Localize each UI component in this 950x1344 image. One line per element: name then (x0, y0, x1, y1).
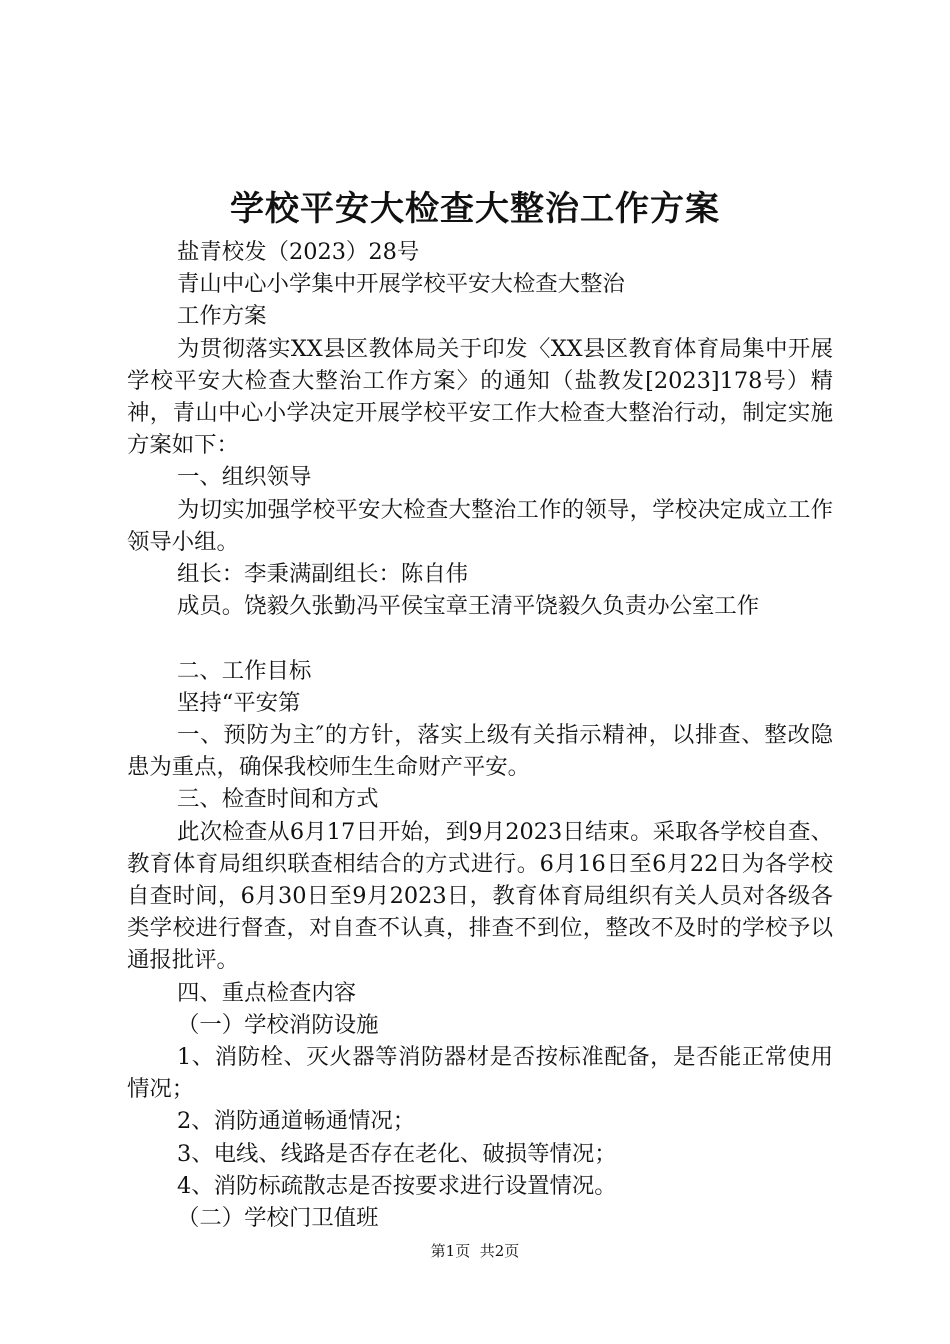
section-heading-content: 四、重点检查内容 (177, 979, 357, 1006)
leaders-line: 组长：李秉满副组长：陈自伟 (177, 561, 469, 588)
plan-heading-line-1: 青山中心小学集中开展学校平安大检查大整治 (177, 271, 625, 298)
schedule-paragraph: 此次检查从6月17日开始，到9月2023日结束。采取各学校自查、教育体育局组织联查相结合的方式进行。6月16日至6月22日为各学校自查时间，6月30日至9月2023日，教育体育局组织有关人员对各级各类学校进行督查，对自查不认真，排查不到位，整改不及时的学校予以通报批评。 (127, 818, 833, 974)
section-heading-organization: 一、组织领导 (177, 464, 312, 491)
subsection-fire-facilities: （一）学校消防设施 (177, 1011, 379, 1038)
page-number: 第1页 (430, 1242, 471, 1260)
section-heading-goals: 二、工作目标 (177, 657, 312, 684)
organization-paragraph: 为切实加强学校平安大检查大整治工作的领导，学校决定成立工作领导小组。 (127, 496, 833, 555)
fire-item-4: 4、消防标疏散志是否按要求进行设置情况。 (177, 1172, 617, 1199)
plan-heading-line-2: 工作方案 (177, 303, 267, 330)
page-total: 共2页 (479, 1242, 520, 1260)
intro-paragraph: 为贯彻落实XX县区教体局关于印发〈XX县区教育体育局集中开展学校平安大检查大整治工作方案〉的通知（盐教发[2023]178号）精神，青山中心小学决定开展学校平安工作大检查大整治行动，制定实施方案如下： (127, 335, 833, 459)
section-heading-schedule: 三、检查时间和方式 (177, 786, 379, 813)
document-title: 学校平安大检查大整治工作方案 (230, 189, 720, 229)
fire-item-2: 2、消防通道畅通情况； (177, 1108, 416, 1135)
members-line: 成员。饶毅久张勤冯平侯宝章王清平饶毅久负责办公室工作 (177, 593, 760, 620)
goals-paragraph: 一、预防为主″的方针，落实上级有关指示精神，以排查、整改隐患为重点，确保我校师生生命财产平安。 (127, 722, 833, 781)
subsection-gate-duty: （二）学校门卫值班 (177, 1205, 379, 1232)
page-footer (0, 1240, 950, 1262)
document-body (127, 236, 833, 1234)
fire-item-3: 3、电线、线路是否存在老化、破损等情况； (177, 1140, 617, 1167)
fire-item-1: 1、消防栓、灭火器等消防器材是否按标准配备，是否能正常使用情况； (127, 1044, 833, 1103)
goals-line-1: 坚持“平安第 (177, 689, 301, 716)
doc-number: 盐青校发（2023）28号 (177, 239, 420, 265)
blank-line (127, 622, 833, 654)
